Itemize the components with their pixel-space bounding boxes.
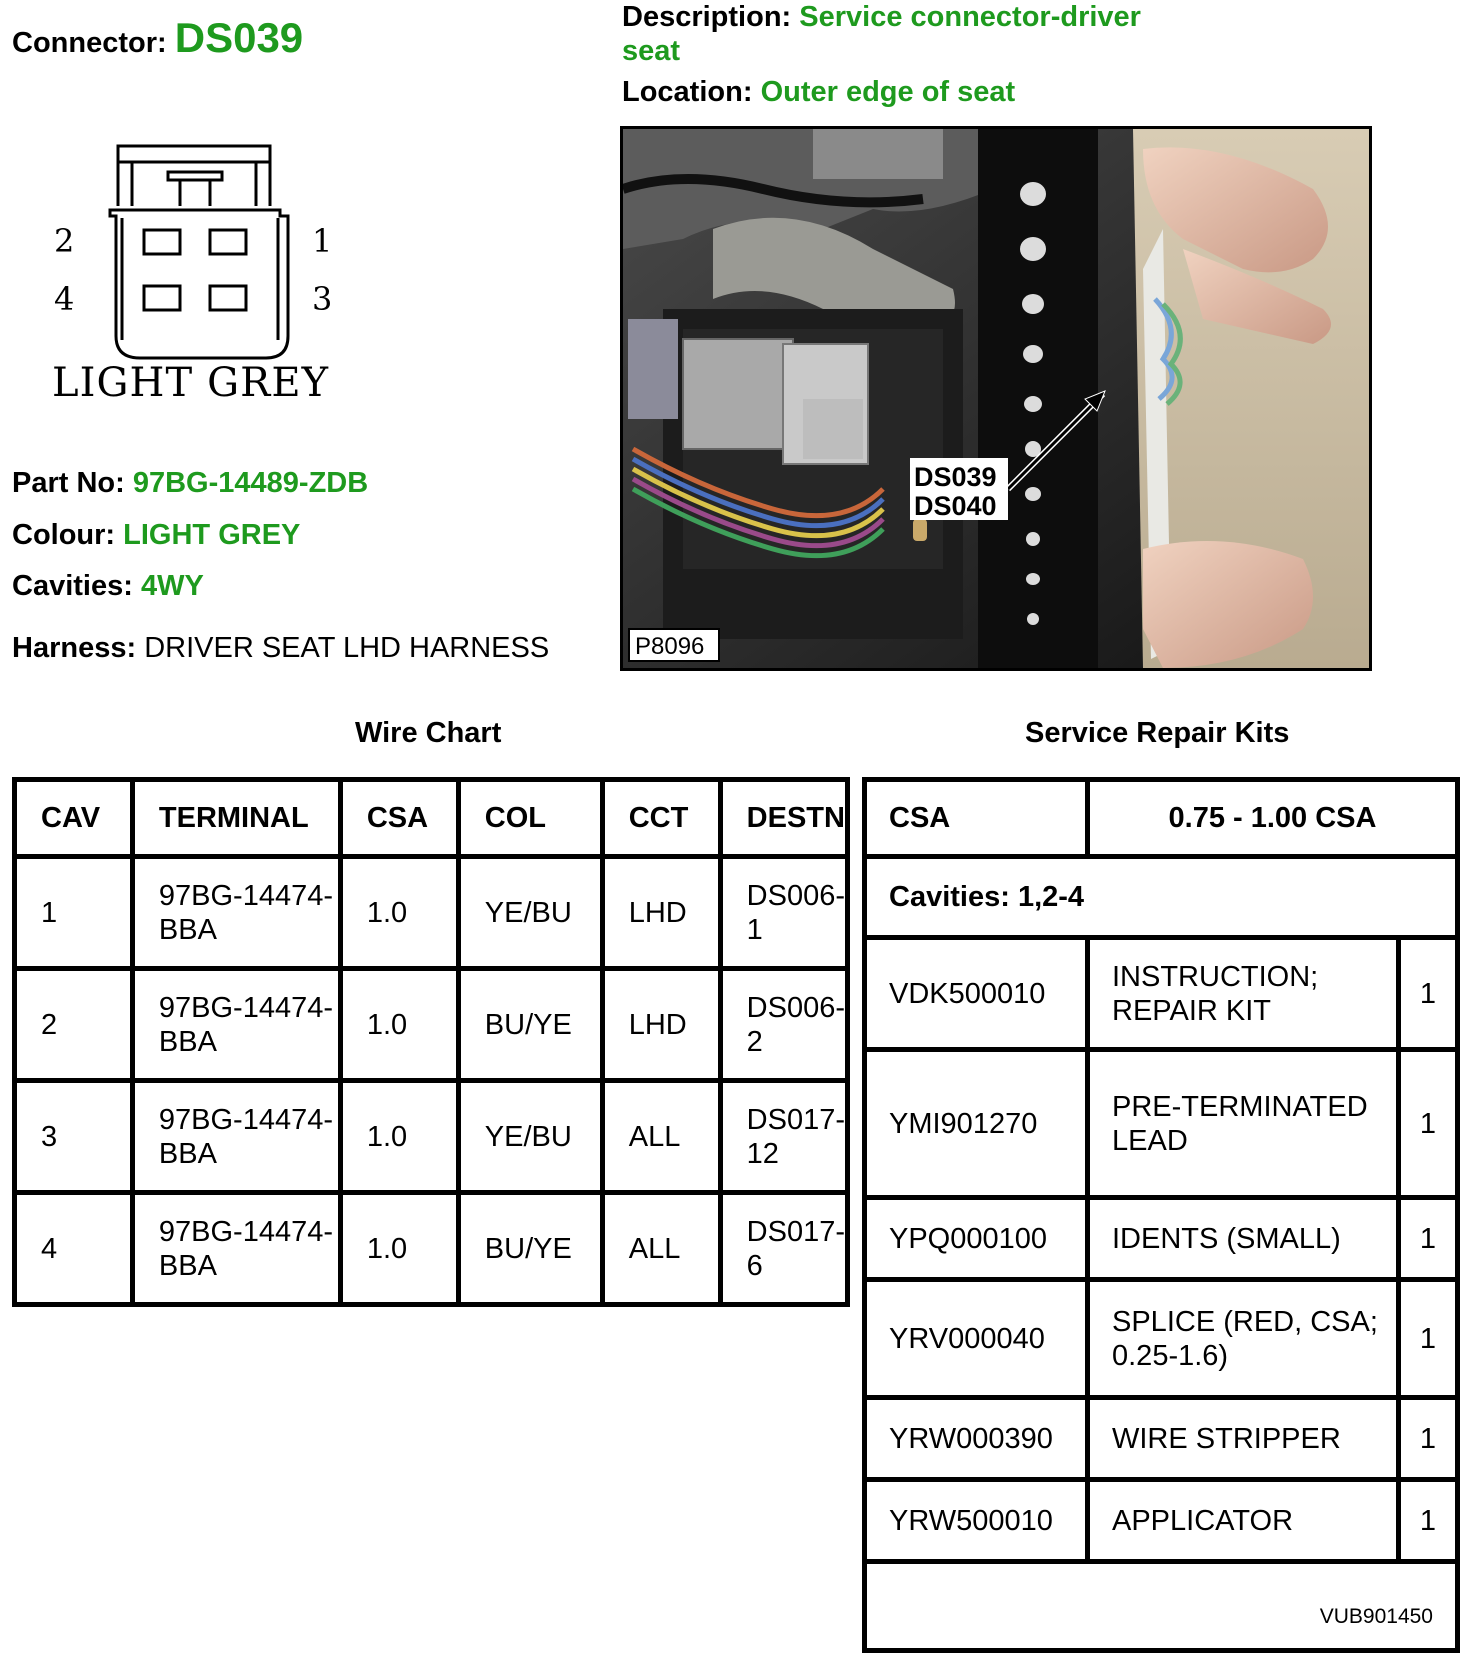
connector-heading xyxy=(12,14,303,62)
repair-kits-table xyxy=(862,777,1460,1653)
description-value: Service connector-driver seat xyxy=(622,1,1141,67)
table-cell: 3 xyxy=(15,1081,133,1193)
table-cell: YE/BU xyxy=(458,1081,602,1193)
description-label: Description: xyxy=(622,1,792,33)
column-header: COL xyxy=(458,780,602,857)
table-cell: VDK500010 xyxy=(865,938,1088,1050)
table-cell: 1.0 xyxy=(340,1081,458,1193)
table-cell: 1 xyxy=(15,857,133,969)
description xyxy=(622,0,1142,68)
column-header: CSA xyxy=(865,780,1088,857)
photo-callout-ds040: DS040 xyxy=(914,491,997,521)
table-cell: DS017-6 xyxy=(720,1193,847,1305)
connector-label: Connector: xyxy=(12,27,167,59)
table-cell: 1 xyxy=(1399,1050,1458,1198)
table-cell: SPLICE (RED, CSA; 0.25-1.6) xyxy=(1088,1280,1399,1398)
table-cell: BU/YE xyxy=(458,969,602,1081)
table-cell: PRE-TERMINATED LEAD xyxy=(1088,1050,1399,1198)
table-cell: 97BG-14474-BBA xyxy=(132,969,340,1081)
table-cell: ALL xyxy=(602,1193,720,1305)
table-cell: IDENTS (SMALL) xyxy=(1088,1198,1399,1280)
table-row xyxy=(865,1480,1458,1562)
table-row xyxy=(15,1193,848,1305)
table-cell: YRV000040 xyxy=(865,1280,1088,1398)
table-cell: YRW500010 xyxy=(865,1480,1088,1562)
table-cell: 97BG-14474-BBA xyxy=(132,1081,340,1193)
table-row xyxy=(865,1198,1458,1280)
table-cell: 1 xyxy=(1399,1398,1458,1480)
column-header: DESTN xyxy=(720,780,847,857)
kit-reference: VUB901450 xyxy=(865,1562,1458,1651)
pin-label: 4 xyxy=(54,280,75,318)
table-cell: YMI901270 xyxy=(865,1050,1088,1198)
table-header-row xyxy=(865,780,1458,857)
repair-kits-title: Service Repair Kits xyxy=(1025,717,1290,749)
location-value: Outer edge of seat xyxy=(760,76,1016,108)
pin-label: 1 xyxy=(312,222,333,260)
table-cell: 1.0 xyxy=(340,969,458,1081)
table-row xyxy=(865,1398,1458,1480)
table-cell: DS017-12 xyxy=(720,1081,847,1193)
table-cell: APPLICATOR xyxy=(1088,1480,1399,1562)
table-cell: 1.0 xyxy=(340,1193,458,1305)
table-cell: YPQ000100 xyxy=(865,1198,1088,1280)
wire-chart-title: Wire Chart xyxy=(355,717,502,749)
location-photo xyxy=(620,126,1372,671)
table-cell: YRW000390 xyxy=(865,1398,1088,1480)
table-cell: 2 xyxy=(15,969,133,1081)
kits-footer-row xyxy=(865,1562,1458,1651)
colour: Colour: LIGHT GREY xyxy=(12,519,301,551)
table-cell: 1 xyxy=(1399,1480,1458,1562)
location-label: Location: xyxy=(622,76,753,108)
table-cell: WIRE STRIPPER xyxy=(1088,1398,1399,1480)
diagram-colour-text: LIGHT GREY xyxy=(52,360,328,406)
wire-chart-table xyxy=(12,777,850,1307)
pin-label: 2 xyxy=(54,222,75,260)
table-cell: BU/YE xyxy=(458,1193,602,1305)
table-cell: 1 xyxy=(1399,938,1458,1050)
table-cell: 1 xyxy=(1399,1198,1458,1280)
table-cell: INSTRUCTION; REPAIR KIT xyxy=(1088,938,1399,1050)
location xyxy=(622,76,1015,109)
column-header: TERMINAL xyxy=(132,780,340,857)
table-cell: LHD xyxy=(602,857,720,969)
table-cell: 97BG-14474-BBA xyxy=(132,1193,340,1305)
connector-code: DS039 xyxy=(174,14,304,61)
table-cell: 1.0 xyxy=(340,857,458,969)
table-row xyxy=(865,1280,1458,1398)
photo-callout-ds039: DS039 xyxy=(914,462,997,492)
column-header: 0.75 - 1.00 CSA xyxy=(1088,780,1458,857)
table-cell: 4 xyxy=(15,1193,133,1305)
table-cell: ALL xyxy=(602,1081,720,1193)
cavities: Cavities: 4WY xyxy=(12,570,204,602)
table-cell: 97BG-14474-BBA xyxy=(132,857,340,969)
table-cell: DS006-1 xyxy=(720,857,847,969)
harness: Harness: DRIVER SEAT LHD HARNESS xyxy=(12,632,550,664)
table-row xyxy=(15,857,848,969)
table-header-row xyxy=(15,780,848,857)
connector-face-diagram xyxy=(40,140,360,440)
table-cell: 1 xyxy=(1399,1280,1458,1398)
column-header: CAV xyxy=(15,780,133,857)
table-row xyxy=(15,1081,848,1193)
table-cell: DS006-2 xyxy=(720,969,847,1081)
table-cell: LHD xyxy=(602,969,720,1081)
column-header: CSA xyxy=(340,780,458,857)
column-header: CCT xyxy=(602,780,720,857)
photo-reference: P8096 xyxy=(635,633,705,660)
part-number: Part No: 97BG-14489-ZDB xyxy=(12,467,369,499)
pin-label: 3 xyxy=(312,280,333,318)
table-row xyxy=(865,938,1458,1050)
table-row xyxy=(865,1050,1458,1198)
table-row xyxy=(15,969,848,1081)
table-cell: YE/BU xyxy=(458,857,602,969)
cavities-row xyxy=(865,857,1458,938)
kits-cavities: Cavities: 1,2-4 xyxy=(865,857,1458,938)
